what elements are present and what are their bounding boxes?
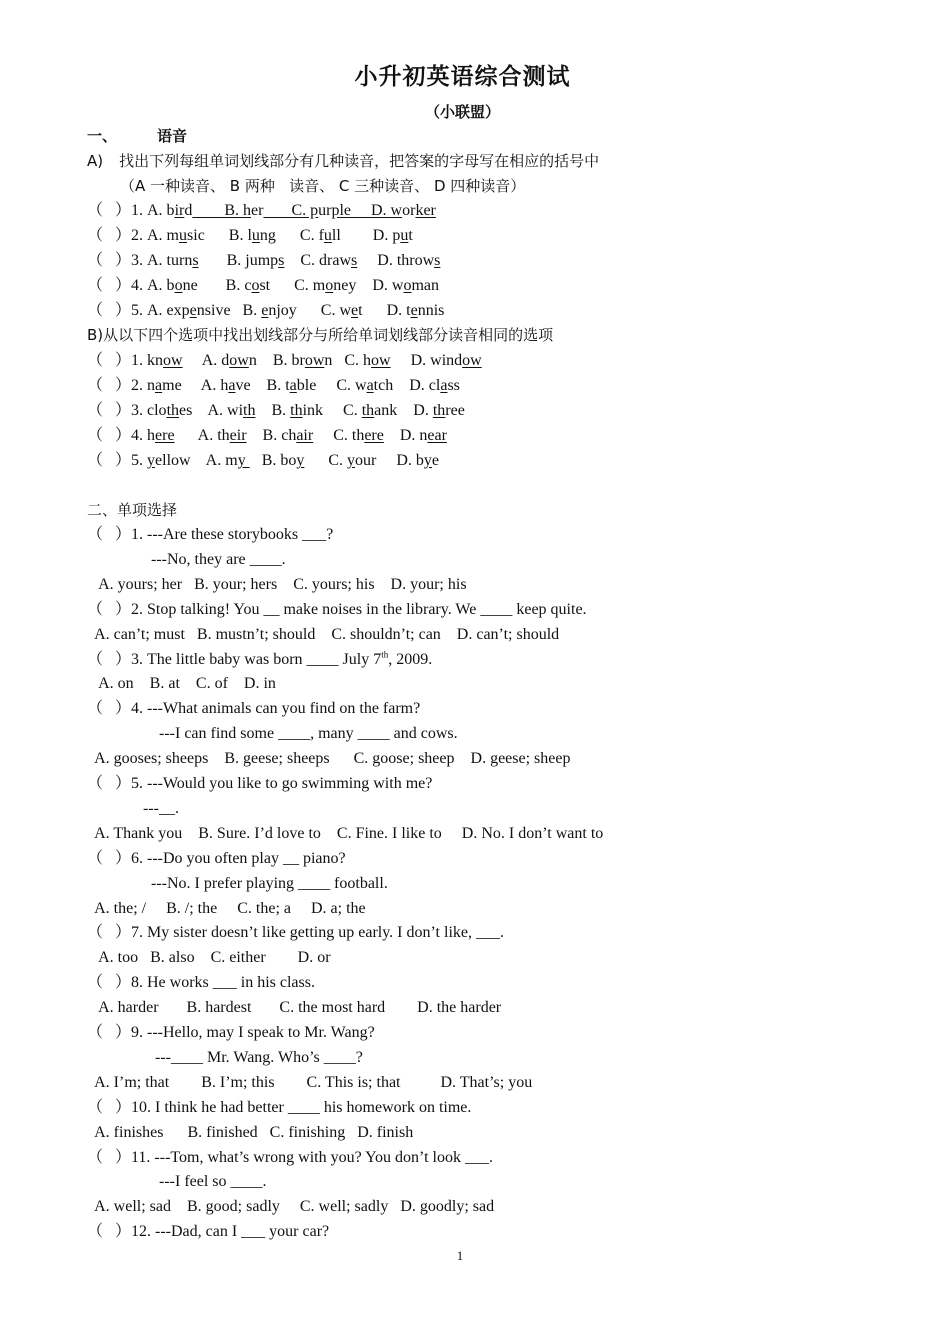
text-segment: C. th: [313, 427, 365, 444]
question-line: [87, 774, 432, 794]
text-segment: me A. h: [162, 377, 229, 394]
partA-label: A): [87, 152, 104, 170]
question-line: [87, 874, 388, 894]
partA-item-5: [87, 301, 444, 321]
underlined-segment: u: [323, 227, 332, 244]
underlined-segment: th: [432, 402, 446, 419]
question-line: [87, 824, 603, 844]
underlined-segment: o: [174, 277, 183, 294]
underlined-segment: ow: [462, 352, 482, 369]
text-segment: C.: [304, 452, 348, 469]
question-line: [87, 1222, 329, 1242]
text-segment: B. jump: [198, 252, 279, 269]
question-line: [87, 1098, 471, 1118]
question-text: ---No. I prefer playing ____ football.: [87, 874, 388, 892]
text-segment: ll D. p: [331, 227, 401, 244]
text-segment: B.: [255, 402, 291, 419]
text-segment: （ ）5. A. exp: [87, 302, 190, 319]
text-segment: （ ）1. kn: [87, 352, 164, 369]
text-segment: ank D.: [374, 402, 433, 419]
question-text: A. Thank you B. Sure. I’d love to C. Fine. I like to D. No. I don’t want to: [87, 824, 604, 842]
underlined-segment: ear: [427, 427, 447, 444]
question-text: A. well; sad B. good; sadly C. well; sadly D. goodly; sad: [87, 1198, 495, 1216]
question-line: [87, 550, 286, 570]
text-segment: er: [251, 202, 264, 219]
question-line: [87, 923, 504, 943]
underlined-segment: ker: [415, 202, 436, 219]
underlined-segment: e: [410, 302, 418, 319]
question-text-tail: , 2009.: [388, 650, 433, 668]
text-segment: d: [184, 202, 193, 219]
underlined-segment: e: [261, 302, 269, 319]
question-text: A. I’m; that B. I’m; this C. This is; that D. That’s; you: [87, 1073, 533, 1091]
underlined-segment: o: [251, 277, 260, 294]
underlined-segment: s: [192, 252, 199, 269]
text-segment: ney D. w: [333, 277, 404, 294]
question-text: （ ）3. The little baby was born ____ July 7: [87, 650, 382, 668]
question-text: A. on B. at C. of D. in: [87, 675, 276, 693]
question-text: （ ）12. ---Dad, can I ___ your car?: [87, 1223, 330, 1241]
underlined-segment: e: [189, 302, 197, 319]
text-segment: （ ）3. clo: [87, 402, 167, 419]
question-line: [87, 699, 420, 719]
section1-title: 语音: [157, 127, 188, 145]
text-segment: ve B. t: [235, 377, 290, 394]
text-segment: ur: [318, 202, 332, 219]
section2-heading: 二、单项选择: [87, 501, 178, 519]
underlined-segment: a: [366, 377, 374, 394]
underlined-segment: th: [166, 402, 180, 419]
partB-item-5: [87, 451, 439, 471]
question-line: [87, 1123, 413, 1143]
text-segment: （ ）4. h: [87, 427, 156, 444]
text-segment: （ ）4. A. b: [87, 277, 175, 294]
question-line: [87, 1023, 375, 1043]
question-line: [87, 625, 559, 645]
text-segment: t D. t: [358, 302, 411, 319]
partA-item-3: [87, 251, 440, 271]
text-segment: sic B. l: [187, 227, 252, 244]
text-segment: B. ch: [246, 427, 297, 444]
text-segment: or: [402, 202, 416, 219]
question-text: （ ）1. ---Are these storybooks ___?: [87, 526, 334, 543]
question-line: [87, 749, 570, 769]
underlined-segment: air: [296, 427, 314, 444]
text-segment: ellow A. m: [155, 452, 238, 469]
text-segment: njoy C. w: [268, 302, 352, 319]
underlined-segment: u: [251, 227, 260, 244]
question-text: A. yours; her B. your; hers C. yours; his D. your; his: [87, 575, 467, 593]
text-segment: ree: [445, 402, 465, 419]
text-segment: nsive B.: [196, 302, 262, 319]
underlined-segment: s: [278, 252, 285, 269]
text-segment: （ ）2. n: [87, 377, 156, 394]
question-text: A. gooses; sheeps B. geese; sheeps C. goose; sheep D. geese; sheep: [87, 750, 571, 768]
text-segment: ng C. f: [259, 227, 324, 244]
text-segment: D. wind: [390, 352, 463, 369]
question-line: [87, 1073, 532, 1093]
question-text: （ ）8. He works ___ in his class.: [87, 974, 315, 992]
underlined-segment: y: [147, 452, 156, 469]
question-text: （ ）7. My sister doesn’t like getting up early. I don’t like, ___.: [87, 924, 504, 942]
text-segment: A. d: [182, 352, 230, 369]
question-text: A. finishes B. finished C. finishing D. finish: [87, 1123, 414, 1141]
question-line: [87, 1197, 494, 1217]
underlined-segment: ir: [174, 202, 185, 219]
partA-instruction: 找出下列每组单词划线部分有几种读音，把答案的字母写在相应的括号中: [119, 152, 600, 170]
underlined-segment: a: [228, 377, 236, 394]
page-title: 小升初英语综合测试: [354, 64, 571, 90]
underlined-segment: th: [290, 402, 303, 419]
question-text: ---I feel so ____.: [87, 1173, 267, 1191]
question-line: [87, 650, 432, 670]
underlined-segment: y: [423, 452, 432, 469]
question-text: （ ）9. ---Hello, may I speak to Mr. Wang?: [87, 1024, 375, 1041]
question-line: [87, 973, 315, 993]
question-text: （ ）2. Stop talking! You __ make noises in the library. We ____ keep quite.: [87, 600, 587, 618]
text-segment: es A. wi: [179, 402, 244, 419]
underlined-segment: ow: [371, 352, 391, 369]
partA-item-2: [87, 226, 413, 246]
text-segment: ink C.: [302, 402, 362, 419]
text-segment: tch D. cl: [373, 377, 441, 394]
text-segment: e: [431, 452, 440, 469]
question-text: A. can’t; must B. mustn’t; should C. shouldn’t; can D. can’t; should: [87, 625, 560, 643]
underlined-segment: a: [440, 377, 448, 394]
text-segment: ss: [447, 377, 460, 394]
underlined-segment: ere: [364, 427, 384, 444]
question-text: A. too B. also C. either D. or: [87, 949, 331, 967]
partB-item-3: [87, 401, 465, 421]
underlined-segment: th: [361, 402, 375, 419]
text-segment: （ ）3. A. turn: [87, 252, 193, 269]
underlined-segment: B. h: [192, 202, 252, 219]
section1-heading: [87, 126, 187, 146]
question-line: [87, 899, 366, 919]
underlined-segment: ple D. w: [331, 202, 403, 219]
underlined-segment: u: [400, 227, 409, 244]
text-segment: D. throw: [357, 252, 435, 269]
underlined-segment: u: [179, 227, 188, 244]
question-line: [87, 525, 333, 545]
underlined-segment: ere: [155, 427, 175, 444]
text-segment: D. n: [383, 427, 428, 444]
underlined-segment: ow: [163, 352, 183, 369]
question-line: [87, 998, 501, 1018]
text-segment: n C. h: [324, 352, 372, 369]
question-line: [87, 849, 346, 869]
question-text: ---I can find some ____, many ____ and cows.: [87, 725, 458, 743]
text-segment: ne B. c: [182, 277, 252, 294]
question-line: [87, 799, 179, 819]
underlined-segment: o: [403, 277, 412, 294]
question-text: （ ）11. ---Tom, what’s wrong with you? You don’t look ___.: [87, 1148, 493, 1166]
partB-item-2: [87, 376, 460, 396]
partA-item-4: [87, 276, 439, 296]
text-segment: st C. m: [259, 277, 326, 294]
text-segment: （ ）1. A. b: [87, 202, 175, 219]
partA-item-1: [87, 201, 436, 221]
question-line: [87, 724, 458, 744]
text-segment: nnis: [417, 302, 445, 319]
question-line: [87, 1172, 267, 1192]
question-line: [87, 948, 331, 968]
partB-instruction: B)从以下四个选项中找出划线部分与所给单词划线部分读音相同的选项: [87, 326, 554, 344]
text-segment: A. th: [174, 427, 230, 444]
page-subtitle: （小联盟）: [424, 103, 500, 121]
text-segment: C. draw: [284, 252, 352, 269]
question-text: ---No, they are ____.: [87, 550, 286, 568]
underlined-segment: o: [325, 277, 334, 294]
question-text: ---____ Mr. Wang. Who’s ____?: [87, 1048, 363, 1066]
partA-instruction-line: [87, 151, 599, 171]
question-line: [87, 600, 587, 620]
question-line: [87, 1148, 493, 1168]
question-line: [87, 575, 467, 595]
superscript: th: [381, 649, 389, 660]
underlined-segment: ow: [304, 352, 325, 369]
underlined-segment: y: [237, 452, 250, 469]
underlined-segment: s: [434, 252, 441, 269]
question-text: ---__.: [87, 799, 179, 817]
underlined-segment: a: [155, 377, 163, 394]
underlined-segment: s: [351, 252, 358, 269]
text-segment: t: [408, 227, 413, 244]
question-line: [87, 1048, 363, 1068]
text-segment: （ ）5.: [87, 452, 148, 469]
text-segment: （ ）2. A. m: [87, 227, 180, 244]
underlined-segment: y: [347, 452, 356, 469]
question-text: （ ）5. ---Would you like to go swimming with me?: [87, 775, 433, 792]
question-text: （ ）10. I think he had better ____ his homework on time.: [87, 1098, 472, 1116]
question-line: [87, 674, 276, 694]
text-segment: B. bo: [249, 452, 297, 469]
partB-item-4: [87, 426, 447, 446]
section1-number: 一、: [87, 127, 118, 145]
partB-item-1: [87, 351, 482, 371]
text-segment: ble C. w: [296, 377, 367, 394]
underlined-segment: th: [243, 402, 256, 419]
question-text: （ ）6. ---Do you often play __ piano?: [87, 849, 346, 867]
text-segment: our D. b: [355, 452, 424, 469]
question-text: （ ）4. ---What animals can you find on the farm?: [87, 700, 421, 718]
underlined-segment: C. p: [263, 202, 319, 219]
underlined-segment: e: [351, 302, 359, 319]
page-number: 1: [456, 1248, 464, 1263]
text-segment: n B. br: [248, 352, 305, 369]
question-text: A. the; / B. /; the C. the; a D. a; the: [87, 899, 366, 917]
partA-options: （A 一种读音、 B 两种 读音、 C 三种读音、 D 四种读音）: [120, 177, 526, 195]
question-text: A. harder B. hardest C. the most hard D. the harder: [87, 999, 502, 1017]
underlined-segment: y: [296, 452, 305, 469]
text-segment: man: [411, 277, 439, 294]
underlined-segment: a: [289, 377, 297, 394]
underlined-segment: eir: [229, 427, 247, 444]
underlined-segment: ow: [229, 352, 249, 369]
